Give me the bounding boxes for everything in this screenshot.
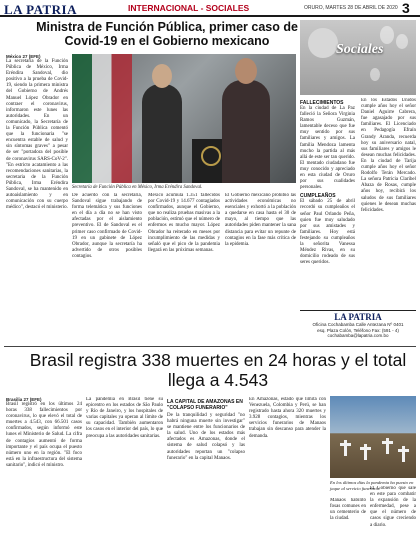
sociales-column-2 [361, 98, 416, 310]
ad-line: esq. Plaza Colón, Teléfono Fax: (591 - 4) [317, 327, 399, 333]
cross-icon [386, 438, 389, 454]
story2-body-6: El Gobierno que sale en este para combatir la expansión de la enfermedad, pese a que el número de casos sigue creciendo a diario. [370, 486, 416, 528]
story2-column-6 [370, 486, 416, 546]
ad-line: Oficina Cochabamba Calle Antezana Nº 0401 [312, 322, 404, 327]
dateline: ORURO, MARTES 28 DE ABRIL DE 2020 [304, 5, 398, 11]
story2-photo-caption: En los últimos días la pandemia ha puesto en jaque al servicio funerario. [330, 480, 414, 491]
page-number: 3 [402, 0, 410, 16]
story1-body-4: El Gobierno mexicano prohibió las actividades económicas no esenciales y exhortó a la población a quedarse en casa hasta el 30 de mayo, al tiempo que las autoridades piden mantener la sana distancia para evitar un repunte de contagios en la fase más crítica de la epidemia. [225, 193, 296, 247]
story2-column-5 [330, 498, 366, 546]
section-title: INTERNACIONAL - SOCIALES [128, 3, 250, 13]
photo-seal [201, 146, 221, 166]
story2-body-2: La pandemia en Brasil tiene su epicentro en los estados de São Paulo y Río de Janeiro, y los hospitales de varias capitales ya operan al límite de su capacidad. También aumentaron los casos en el interior del país, lo que preocupa a las autoridades sanitarias. [86, 397, 163, 439]
sociales-subhead: CUMPLEAÑOS [300, 193, 336, 200]
story2-column-3 [167, 397, 245, 545]
story2-body-4: En Amazonas, estado que limita con Venezuela, Colombia y Perú, se han registrado hasta ahora 320 muertes y 3.928 contagios, mientras los servicios funerarios de Manaos trabajan sin descanso para atender la demanda. [249, 397, 326, 439]
sociales-body: En la ciudad de La Paz falleció la Señora Virginia Ramos Guzmán, lamentable deceso que fue muy sentido por sus familiares y amigos. La familia Mendoza lamenta mucho la partida al más allá de este ser tan querido. El mentado ciudadano fue muy conocido y apreciado en esta ciudad de Oruro por sus cualidades personales. [300, 106, 355, 191]
story1-column-1 [6, 54, 68, 304]
sociales-subhead: FALLECIMIENTOS [300, 100, 344, 106]
story1-column-4 [225, 193, 296, 303]
photo-person-left [142, 84, 182, 183]
cross-icon [402, 446, 405, 462]
story2-location: Brasilia 27 (EFE) [6, 397, 42, 402]
story2-body-5: Manaos habilitó fosas comunes en un cementerio de la ciudad. [330, 498, 366, 522]
story1-photo-caption: Secretaria de Función Pública en México, Irma Eréndira Sandoval. [72, 185, 203, 190]
sociales-body: En los Estados Unidos cumple años hoy el señor Daniel Aguirre Cabrera, fue agasajado por sus familiares. El Licenciado en Pedagogía Efraín Grandy Aranda, recuerda hoy su aniversario natal, sus familiares y amigos le desean muchas felicidades. En la ciudad de Tarija cumple años hoy el señor Rodolfo Terán Mercado. La señora Patricia Claribel Abaza de Rosas, cumple años hoy, recibirá los saludos de sus familiares quienes le desean muchas felicidades. [361, 98, 416, 213]
page-header [0, 0, 420, 17]
story2-subhead: LA CAPITAL DE AMAZONAS EN "COLAPSO FUNERARIO" [167, 399, 243, 411]
cross-icon [364, 444, 367, 460]
story1-body-1: La secretaria de la Función Pública de México, Irma Eréndira Sandoval, dio positivo a la prueba de Covid-19, siendo la primera ministra del Gobierno de Andrés Manuel López Obrador en contraer el coronavirus, informaron este lunes las autoridades. En un comunicado, la Secretaría de la Función Pública comentó que la funcionaria "se encuentra estable de salud y sin síntomas graves" a pesar de ser "portadora del posible de coronavirus SARS-CoV-2". "En estricto acatamiento a las recomendaciones sanitarias, la secretaria de la Función Pública, Irma Eréndira Sandoval, se ha mantenido en autoaislamiento y en comunicación con su cuerpo médico", destacó el ministerio. [6, 59, 68, 211]
sociales-body: El sábado 25 de abril recordó su cumpleaños el señor Paul Orlando Peña, quien fue muy saludado por sus amistades y familiares. Hoy está festejando su cumpleaños la señorita Vanessa Méndez Rivas, en su domicilio rodeado de sus seres queridos. [300, 199, 355, 266]
story2-column-4 [249, 397, 326, 545]
story2-photo [330, 396, 416, 478]
balloon-icon [396, 34, 408, 49]
balloon-icon [370, 68, 380, 81]
story1-headline: Ministra de Función Pública, primer caso de Covid-19 en el Gobierno mexicano [36, 20, 298, 48]
story1-column-3 [148, 193, 220, 303]
office-ad [300, 310, 416, 343]
photo-person-right [222, 80, 270, 183]
ad-brand: LA PATRIA [300, 310, 416, 322]
sociales-title: Sociales [336, 42, 384, 57]
cross-icon [344, 440, 347, 456]
story1-body-3: México acumula 1.351 fallecidos por Covid-19 y 14.677 contagiados confirmados, aunque el Gobierno, que no realiza pruebas masivas a la población, estimó que el número de enfermos es mucho mayor. López Obrador ha reiterado en meses por incumplimiento de las medidas y señaló que el pico de la pandemia llegará en las próximas semanas. [148, 193, 220, 253]
story2-headline: Brasil registra 338 muertes en 24 horas y el total llega a 4.543 [29, 350, 407, 390]
ad-email-link[interactable]: cochabamba@lapatria.com.bo [327, 333, 389, 338]
story1-location: México 27 (EFE) [6, 54, 41, 59]
story2-body-3: De la tranquilidad y seguridad "no habrá ninguna muerte sin investigar" se mantiene entre los funcionarios de la salud. Uno de los estados más afectados es Amazonas, donde el sistema de salud colapsó y las autoridades reportan un "colapso funerario" en la capital Manaos. [167, 413, 245, 461]
newspaper-logo: LA PATRIA [4, 2, 77, 17]
mexico-flag [72, 54, 132, 183]
story2-body-1: Brasil registró en los últimos 24 horas 338 fallecimientos por coronavirus, lo que elevó el total de muertes a 4.543, con 66.501 casos confirmados, según informó este lunes el Ministerio de Salud. La cifra de contagios aumentó de forma importante y el país ocupa el puesto número uno en la región. "El foco está en la infraestructura del sistema sanitario", indicó el ministro. [6, 402, 82, 468]
decorative-circle [308, 28, 338, 58]
story1-photo [72, 54, 296, 183]
sociales-column-1 [300, 98, 355, 310]
story1-column-2 [72, 193, 142, 303]
sociales-banner [300, 20, 416, 95]
section-divider [4, 346, 416, 347]
story1-body-2: De acuerdo con la secretaría, Sandoval sigue trabajando de forma telemática y sus funciones en el día a día no se han visto afectadas por el aislamiento preventivo. El de Sandoval es el primer caso confirmado de Covid-19 en un gabinete de López Obrador, aunque la secretaría ha advertido de otros posibles contagios. [72, 193, 142, 259]
story2-column-1 [6, 397, 82, 545]
story2-column-2 [86, 397, 163, 545]
